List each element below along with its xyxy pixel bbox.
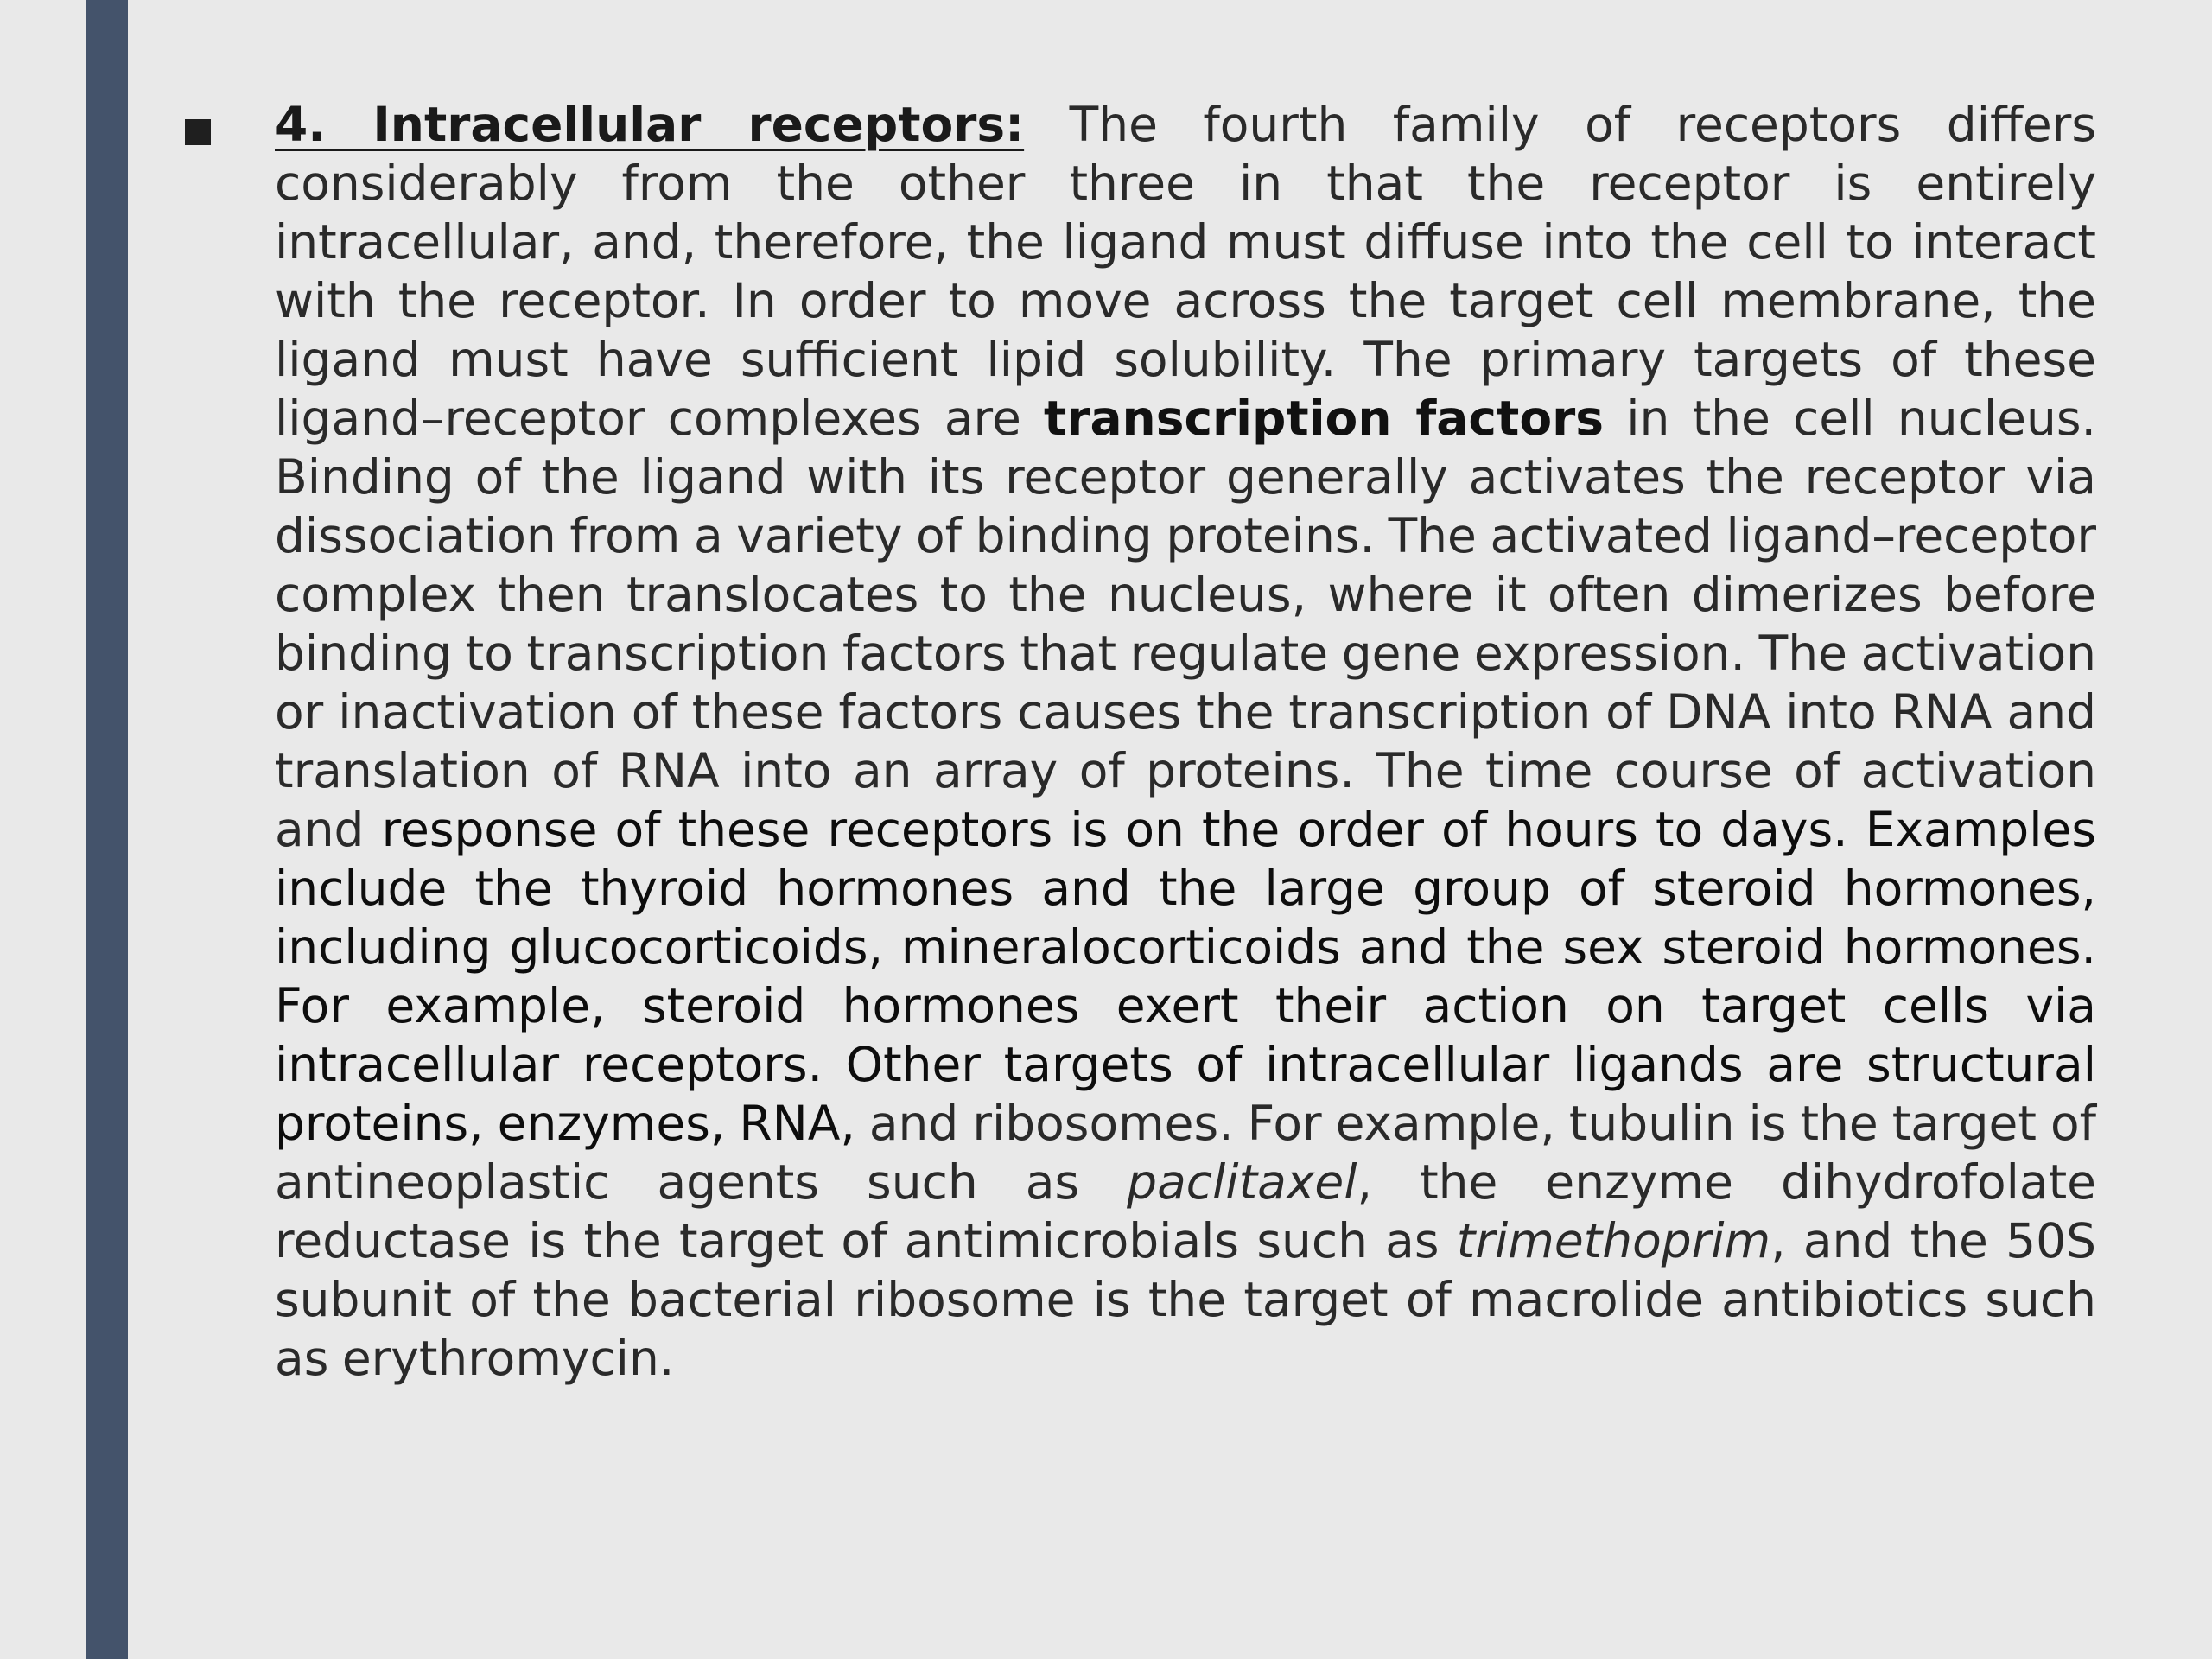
bold-term: transcription factors: [1044, 391, 1604, 446]
body-text-part-1: The fourth family of receptors differs considerably from the other three in that the receptor is entirely intracellular, and, therefore, the ligand must diffuse into the cell to interact with the receptor. In order to move across the target cell membrane, the ligand must have sufficient lipid solubility. The primary targets of these ligand–receptor complexes are: [275, 97, 2096, 446]
body-text-part-5: , the enzyme dihydrofolate reductase is the target of antimicrobials such as: [275, 1154, 2096, 1268]
italic-drug-paclitaxel: paclitaxel: [1127, 1154, 1357, 1210]
italic-drug-trimethoprim: trimethoprim: [1456, 1213, 1771, 1268]
section-heading: 4. Intracellular receptors:: [275, 97, 1025, 152]
body-text-part-6: , and the 50S subunit of the bacterial ribosome is the target of macrolide antibiotics such as erythromycin.: [275, 1213, 2096, 1386]
slide-body-paragraph: [275, 95, 2096, 1388]
body-text-part-3: response of these receptors is on the order of hours to days. Examples include the thyroid hormones and the large group of steroid hormones, including glucocorticoids, mineralocorticoids and the sex steroid hormones. For example, steroid hormones exert their action on target cells via intracellular receptors. Other targets of intracellular ligands are structural proteins, enzymes, RNA,: [275, 802, 2096, 1151]
body-text-part-2: in the cell nucleus. Binding of the ligand with its receptor generally activates the receptor via dissociation from a variety of binding proteins. The activated ligand–receptor complex then translocates to the nucleus, where it often dimerizes before binding to transcription factors that regulate gene expression. The activation or inactivation of these factors causes the transcription of DNA into RNA and translation of RNA into an array of proteins. The time course of activation and: [275, 391, 2097, 857]
bullet-square-icon: [185, 119, 211, 145]
body-text-part-4: and ribosomes. For example, tubulin is the target of antineoplastic agents such as: [275, 1096, 2096, 1210]
slide-side-bar: [86, 0, 128, 1659]
